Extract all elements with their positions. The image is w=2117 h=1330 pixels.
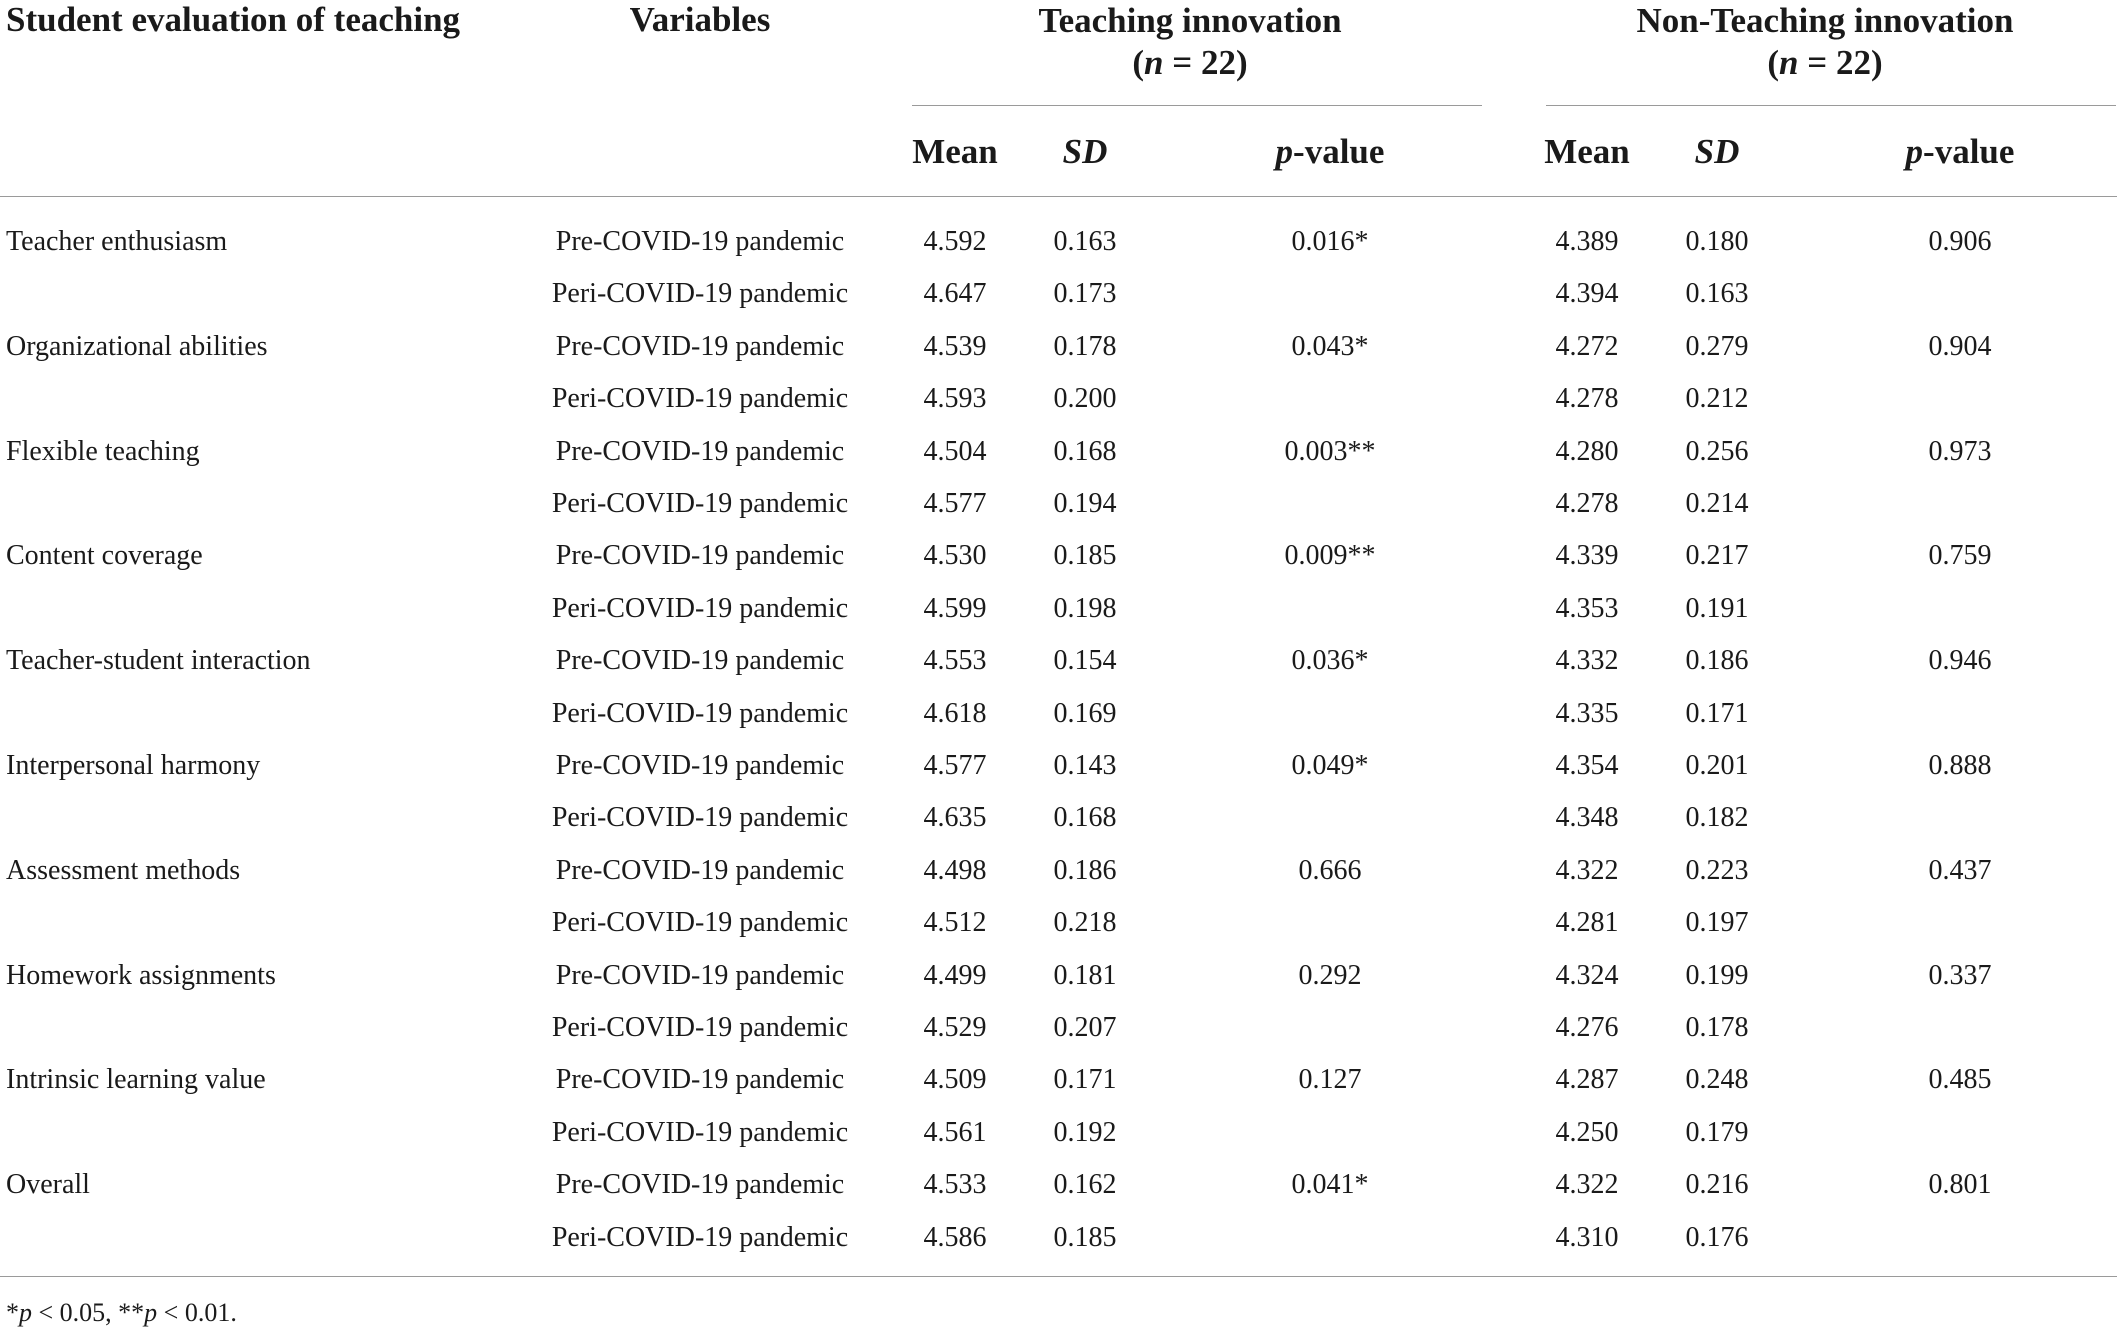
cell-peri-ti-sd: 0.200 [1053,383,1117,414]
header-non-teaching-innovation [1545,0,2105,84]
cell-pre-variable: Pre-COVID-19 pandemic [555,750,845,781]
group-rule-non-teaching [1546,105,2116,106]
cell-peri-nti-sd: 0.171 [1685,698,1749,729]
subheader-sd-ti [1020,132,1150,172]
cell-peri-ti-sd: 0.168 [1053,802,1117,833]
cell-pre-ti-mean: 4.533 [923,1169,987,1200]
cell-peri-variable: Peri-COVID-19 pandemic [551,1222,849,1253]
footnote-part-2: < 0.01. [157,1298,237,1327]
cell-peri-ti-sd: 0.192 [1053,1117,1117,1148]
cell-peri-ti-sd: 0.185 [1053,1222,1117,1253]
cell-pre-nti-mean: 4.324 [1555,960,1619,991]
footnote: *p < 0.05, **p < 0.01. [6,1298,237,1327]
header-bottom-rule [0,196,2117,197]
non-teaching-innovation-title: Non-Teaching innovation [1636,1,2014,40]
cell-peri-nti-mean: 4.250 [1555,1117,1619,1148]
cell-peri-ti-sd: 0.173 [1053,278,1117,309]
cell-pre-ti-mean: 4.577 [923,750,987,781]
p-symbol: p [19,1298,32,1327]
cell-pre-ti-mean: 4.530 [923,540,987,571]
cell-pre-ti-sd: 0.171 [1053,1064,1117,1095]
cell-peri-nti-mean: 4.278 [1555,488,1619,519]
cell-pre-nti-p: 0.801 [1928,1169,1992,1200]
row-label: Overall [6,1169,90,1200]
p-suffix: -value [1923,132,2015,171]
cell-peri-ti-mean: 4.561 [923,1117,987,1148]
cell-pre-variable: Pre-COVID-19 pandemic [555,226,845,257]
cell-peri-nti-sd: 0.179 [1685,1117,1749,1148]
cell-peri-nti-sd: 0.163 [1685,278,1749,309]
cell-peri-nti-mean: 4.394 [1555,278,1619,309]
cell-pre-nti-p: 0.906 [1928,226,1992,257]
header-teaching-innovation [910,0,1470,84]
cell-pre-variable: Pre-COVID-19 pandemic [555,645,845,676]
cell-peri-ti-mean: 4.593 [923,383,987,414]
cell-peri-variable: Peri-COVID-19 pandemic [551,802,849,833]
non-teaching-innovation-n: (n = 22) [1767,43,1883,82]
row-label: Homework assignments [6,960,276,991]
row-label: Teacher enthusiasm [6,226,228,257]
cell-pre-variable: Pre-COVID-19 pandemic [555,540,845,571]
n-value: = 22) [1798,43,1883,82]
cell-peri-nti-mean: 4.335 [1555,698,1619,729]
cell-peri-ti-mean: 4.635 [923,802,987,833]
cell-pre-nti-sd: 0.279 [1685,331,1749,362]
cell-pre-nti-sd: 0.223 [1685,855,1749,886]
cell-pre-nti-mean: 4.389 [1555,226,1619,257]
cell-peri-nti-sd: 0.197 [1685,907,1749,938]
cell-pre-ti-sd: 0.154 [1053,645,1117,676]
cell-peri-ti-mean: 4.529 [923,1012,987,1043]
cell-peri-nti-sd: 0.191 [1685,593,1749,624]
cell-peri-variable: Peri-COVID-19 pandemic [551,383,849,414]
cell-pre-nti-sd: 0.248 [1685,1064,1749,1095]
cell-peri-ti-mean: 4.577 [923,488,987,519]
cell-peri-variable: Peri-COVID-19 pandemic [551,907,849,938]
header-evaluation: Student evaluation of teaching [6,0,461,39]
cell-pre-nti-sd: 0.199 [1685,960,1749,991]
cell-pre-nti-sd: 0.216 [1685,1169,1749,1200]
cell-pre-ti-p: 0.036* [1291,645,1369,676]
subheader-sd-nti [1652,132,1782,172]
cell-peri-nti-sd: 0.176 [1685,1222,1749,1253]
cell-pre-nti-mean: 4.322 [1555,855,1619,886]
cell-pre-ti-p: 0.292 [1298,960,1362,991]
cell-pre-ti-mean: 4.498 [923,855,987,886]
cell-pre-ti-p: 0.666 [1298,855,1362,886]
cell-pre-nti-p: 0.904 [1928,331,1992,362]
cell-pre-variable: Pre-COVID-19 pandemic [555,1169,845,1200]
cell-pre-ti-mean: 4.509 [923,1064,987,1095]
cell-pre-nti-p: 0.888 [1928,750,1992,781]
sd-label: SD [1062,132,1108,171]
n-symbol: n [1779,43,1799,82]
cell-pre-ti-sd: 0.185 [1053,540,1117,571]
cell-pre-ti-mean: 4.553 [923,645,987,676]
cell-pre-ti-mean: 4.499 [923,960,987,991]
cell-pre-nti-mean: 4.354 [1555,750,1619,781]
cell-pre-ti-mean: 4.539 [923,331,987,362]
row-label: Flexible teaching [6,436,200,467]
cell-pre-variable: Pre-COVID-19 pandemic [555,1064,845,1095]
cell-pre-ti-p: 0.009** [1284,540,1376,571]
cell-pre-ti-p: 0.049* [1291,750,1369,781]
subheader-pvalue-nti [1860,132,2060,172]
cell-peri-nti-sd: 0.214 [1685,488,1749,519]
row-label: Teacher-student interaction [6,645,311,676]
subheader-mean-nti: Mean [1544,132,1630,171]
cell-peri-nti-sd: 0.212 [1685,383,1749,414]
cell-peri-ti-sd: 0.198 [1053,593,1117,624]
cell-pre-ti-sd: 0.168 [1053,436,1117,467]
n-symbol: n [1144,43,1164,82]
p-symbol: p [1905,132,1924,171]
cell-pre-ti-p: 0.041* [1291,1169,1369,1200]
sd-label: SD [1694,132,1740,171]
cell-pre-ti-sd: 0.178 [1053,331,1117,362]
p-suffix: -value [1293,132,1385,171]
cell-peri-variable: Peri-COVID-19 pandemic [551,698,849,729]
cell-pre-nti-mean: 4.322 [1555,1169,1619,1200]
cell-pre-nti-mean: 4.280 [1555,436,1619,467]
cell-pre-nti-mean: 4.272 [1555,331,1619,362]
cell-pre-nti-p: 0.759 [1928,540,1992,571]
cell-pre-nti-sd: 0.201 [1685,750,1749,781]
p-symbol: p [144,1298,158,1327]
cell-pre-variable: Pre-COVID-19 pandemic [555,960,845,991]
cell-pre-ti-p: 0.127 [1298,1064,1362,1095]
cell-peri-nti-mean: 4.353 [1555,593,1619,624]
cell-pre-ti-sd: 0.186 [1053,855,1117,886]
cell-peri-ti-sd: 0.169 [1053,698,1117,729]
cell-peri-nti-mean: 4.276 [1555,1012,1619,1043]
cell-peri-variable: Peri-COVID-19 pandemic [551,1117,849,1148]
cell-peri-ti-mean: 4.647 [923,278,987,309]
cell-peri-nti-mean: 4.278 [1555,383,1619,414]
cell-peri-variable: Peri-COVID-19 pandemic [551,278,849,309]
cell-peri-ti-sd: 0.218 [1053,907,1117,938]
n-value: = 22) [1163,43,1248,82]
cell-pre-nti-p: 0.337 [1928,960,1992,991]
cell-pre-ti-sd: 0.181 [1053,960,1117,991]
cell-pre-nti-mean: 4.287 [1555,1064,1619,1095]
cell-peri-variable: Peri-COVID-19 pandemic [551,488,849,519]
cell-pre-ti-p: 0.016* [1291,226,1369,257]
teaching-innovation-title: Teaching innovation [1038,1,1342,40]
subheader-mean-ti: Mean [912,132,998,171]
cell-peri-nti-mean: 4.348 [1555,802,1619,833]
row-label: Assessment methods [6,855,241,886]
cell-pre-nti-p: 0.946 [1928,645,1992,676]
cell-peri-ti-sd: 0.194 [1053,488,1117,519]
row-label: Content coverage [6,540,203,571]
cell-peri-nti-sd: 0.178 [1685,1012,1749,1043]
cell-pre-variable: Pre-COVID-19 pandemic [555,855,845,886]
cell-pre-nti-sd: 0.180 [1685,226,1749,257]
cell-pre-nti-sd: 0.186 [1685,645,1749,676]
cell-pre-variable: Pre-COVID-19 pandemic [555,331,845,362]
teaching-innovation-n: (n = 22) [1132,43,1248,82]
subheader-pvalue-ti [1230,132,1430,172]
footnote-part-1: < 0.05, ** [32,1298,145,1327]
cell-peri-ti-mean: 4.618 [923,698,987,729]
cell-pre-nti-mean: 4.332 [1555,645,1619,676]
cell-pre-nti-sd: 0.217 [1685,540,1749,571]
table-bottom-rule [0,1276,2117,1277]
cell-peri-nti-sd: 0.182 [1685,802,1749,833]
cell-pre-nti-p: 0.973 [1928,436,1992,467]
cell-pre-ti-sd: 0.143 [1053,750,1117,781]
row-label: Organizational abilities [6,331,268,362]
cell-peri-nti-mean: 4.281 [1555,907,1619,938]
cell-peri-variable: Peri-COVID-19 pandemic [551,1012,849,1043]
p-symbol: p [1275,132,1294,171]
group-rule-teaching [912,105,1482,106]
cell-pre-ti-mean: 4.504 [923,436,987,467]
cell-pre-nti-p: 0.437 [1928,855,1992,886]
row-label: Intrinsic learning value [6,1064,266,1095]
row-label: Interpersonal harmony [6,750,261,781]
cell-pre-ti-p: 0.003** [1284,436,1376,467]
cell-pre-ti-sd: 0.163 [1053,226,1117,257]
cell-peri-variable: Peri-COVID-19 pandemic [551,593,849,624]
cell-pre-ti-sd: 0.162 [1053,1169,1117,1200]
cell-peri-ti-mean: 4.512 [923,907,987,938]
cell-pre-nti-mean: 4.339 [1555,540,1619,571]
cell-peri-ti-mean: 4.599 [923,593,987,624]
header-variables: Variables [629,0,771,39]
cell-pre-ti-mean: 4.592 [923,226,987,257]
cell-pre-nti-p: 0.485 [1928,1064,1992,1095]
cell-pre-variable: Pre-COVID-19 pandemic [555,436,845,467]
cell-peri-nti-mean: 4.310 [1555,1222,1619,1253]
cell-pre-nti-sd: 0.256 [1685,436,1749,467]
cell-peri-ti-sd: 0.207 [1053,1012,1117,1043]
cell-peri-ti-mean: 4.586 [923,1222,987,1253]
cell-pre-ti-p: 0.043* [1291,331,1369,362]
